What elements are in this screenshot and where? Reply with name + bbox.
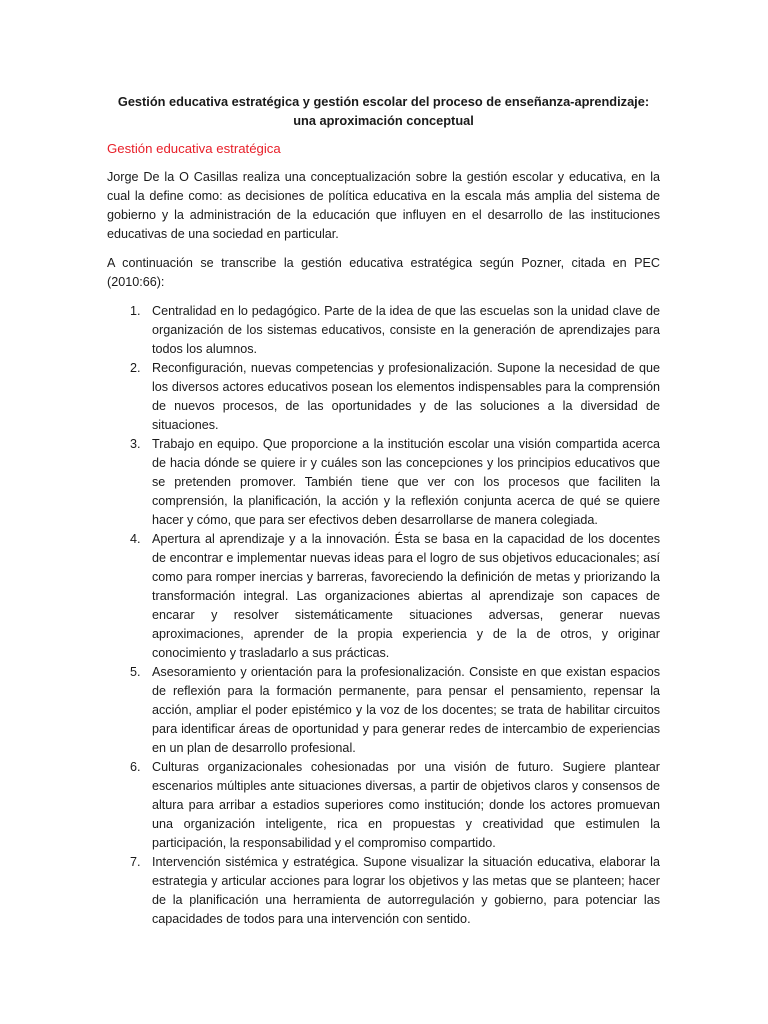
document-page bbox=[107, 92, 660, 929]
list-item-text: Culturas organizacionales cohesionadas por una visión de futuro. Sugiere plantear escenarios múltiples ante situaciones diversas, a partir de objetivos claros y consensos de altura para arribar a estadios superiores como institución; donde los actores promuevan una organización inteligente, rica en propuestas y creatividad que estimulen la participación, la responsabilidad y el compromiso compartido. bbox=[152, 760, 660, 850]
section-heading: Gestión educativa estratégica bbox=[107, 141, 281, 156]
list-item bbox=[107, 853, 660, 929]
numbered-list bbox=[107, 302, 660, 929]
list-item-text: Centralidad en lo pedagógico. Parte de la idea de que las escuelas son la unidad clave de organización de los sistemas educativos, consiste en la generación de aprendizajes para todos los alumnos. bbox=[152, 304, 660, 356]
list-item bbox=[107, 359, 660, 435]
lead-paragraph: A continuación se transcribe la gestión educativa estratégica según Pozner, citada en PEC (2010:66): bbox=[107, 256, 660, 289]
list-item bbox=[107, 435, 660, 530]
list-item-number: 6. bbox=[130, 760, 141, 774]
list-item-number: 2. bbox=[130, 361, 141, 375]
list-item bbox=[107, 758, 660, 853]
document-title: Gestión educativa estratégica y gestión escolar del proceso de enseñanza-aprendizaje: una aproximación conceptual bbox=[117, 94, 650, 128]
list-item-text: Apertura al aprendizaje y a la innovación. Ésta se basa en la capacidad de los docentes de encontrar e implementar nuevas ideas para el logro de sus objetivos educacionales; así como para romper inercias y barreras, favoreciendo la definición de metas y priorizando la transformación integral. Las organizaciones abiertas al aprendizaje son capaces de encarar y resolver sistemáticamente situaciones adversas, generar nuevas aproximaciones, aprender de la propia experiencia y de la de otros, y originar conocimiento y trasladarlo a sus prácticas. bbox=[152, 532, 660, 660]
list-item-number: 3. bbox=[130, 437, 141, 451]
list-item bbox=[107, 663, 660, 758]
list-item-number: 1. bbox=[130, 304, 141, 318]
list-item-text: Asesoramiento y orientación para la profesionalización. Consiste en que existan espacios de reflexión para la formación permanente, para pensar el pensamiento, repensar la acción, ampliar el poder epistémico y la voz de los docentes; se trata de habilitar circuitos para identificar áreas de oportunidad y para generar redes de intercambio de experiencias en un plan de desarrollo profesional. bbox=[152, 665, 660, 755]
list-item-text: Reconfiguración, nuevas competencias y profesionalización. Supone la necesidad de que los diversos actores educativos posean los elementos indispensables para la comprensión de nuevos procesos, de las oportunidades y de las soluciones a la diversidad de situaciones. bbox=[152, 361, 660, 432]
list-item-number: 7. bbox=[130, 855, 141, 869]
list-item-text: Trabajo en equipo. Que proporcione a la institución escolar una visión compartida acerca de hacia dónde se quiere ir y cuáles son las concepciones y los principios educativos que se pretenden promover. También tiene que ver con los procesos que faciliten la comprensión, la planificación, la acción y la reflexión conjunta acerca de qué se quiere hacer y cómo, que para ser efectivos deben desarrollarse de manera colegiada. bbox=[152, 437, 660, 527]
list-item bbox=[107, 302, 660, 359]
list-item-number: 5. bbox=[130, 665, 141, 679]
intro-paragraph: Jorge De la O Casillas realiza una conceptualización sobre la gestión escolar y educativa, en la cual la define como: as decisiones de política educativa en la escala más amplia del sistema de gobierno y la administración de la educación que influyen en el desarrollo de las instituciones educativas de una sociedad en particular. bbox=[107, 170, 660, 241]
list-item-text: Intervención sistémica y estratégica. Supone visualizar la situación educativa, elaborar la estrategia y articular acciones para lograr los objetivos y las metas que se planteen; hacer de la planificación una herramienta de autorregulación y gobierno, para potenciar las capacidades de todos para una intervención con sentido. bbox=[152, 855, 660, 926]
list-item-number: 4. bbox=[130, 532, 141, 546]
list-item bbox=[107, 530, 660, 663]
